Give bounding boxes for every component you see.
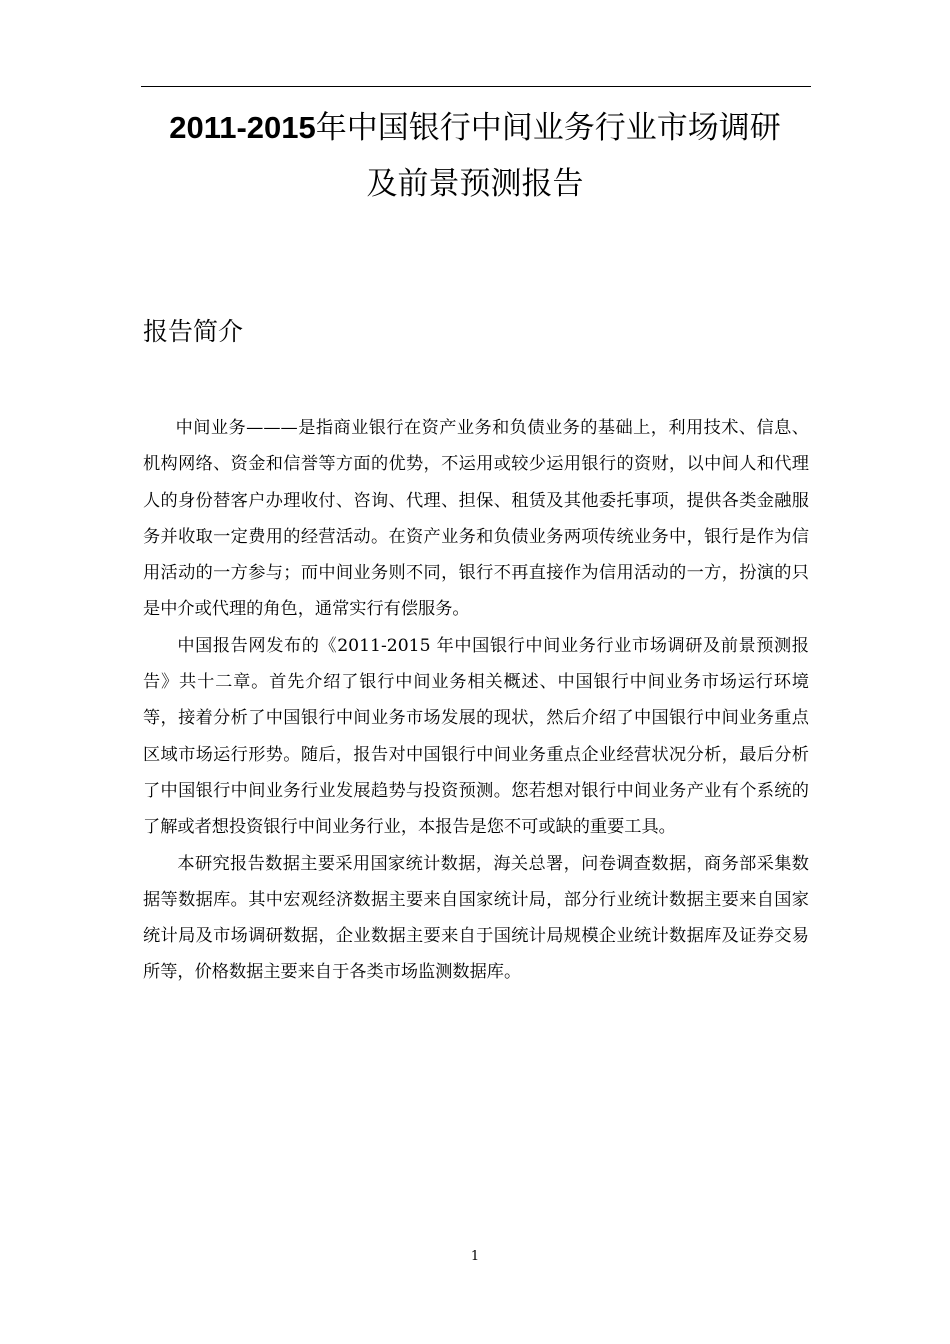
document-title: [100, 100, 850, 212]
header-rule: [141, 86, 811, 87]
report-body: [143, 410, 809, 991]
title-line-2: 及前景预测报告: [366, 166, 584, 202]
page-number: 1: [470, 1249, 480, 1264]
paragraph-data-sources: 本研究报告数据主要采用国家统计数据，海关总署，问卷调查数据，商务部采集数据等数据库。其中宏观经济数据主要来自国家统计局，部分行业统计数据主要来自国家统计局及市场调研数据，企业数据主要来自于国统计局规模企业统计数据库及证券交易所等，价格数据主要来自于各类市场监测数据库。: [143, 853, 809, 983]
paragraph-definition: 中间业务———是指商业银行在资产业务和负债业务的基础上，利用技术、信息、机构网络、资金和信誉等方面的优势，不运用或较少运用银行的资财，以中间人和代理人的身份替客户办理收付、咨询、代理、担保、租赁及其他委托事项，提供各类金融服务并收取一定费用的经营活动。在资产业务和负债业务两项传统业务中，银行是作为信用活动的一方参与；而中间业务则不同，银行不再直接作为信用活动的一方，扮演的只是中介或代理的角色，通常实行有偿服务。: [143, 418, 809, 620]
title-year: 2011-2015: [169, 110, 316, 145]
title-line-1: 年中国银行中间业务行业市场调研: [315, 110, 781, 146]
paragraph-report-summary: 中国报告网发布的《2011-2015 年中国银行中间业务行业市场调研及前景预测报告》共十二章。首先介绍了银行中间业务相关概述、中国银行中间业务市场运行环境等，接着分析了中国银行中间业务市场发展的现状，然后介绍了中国银行中间业务重点区域市场运行形势。随后，报告对中国银行中间业务重点企业经营状况分析，最后分析了中国银行中间业务行业发展趋势与投资预测。您若想对银行中间业务产业有个系统的了解或者想投资银行中间业务行业，本报告是您不可或缺的重要工具。: [143, 635, 809, 838]
section-heading: 报告简介: [143, 317, 244, 346]
